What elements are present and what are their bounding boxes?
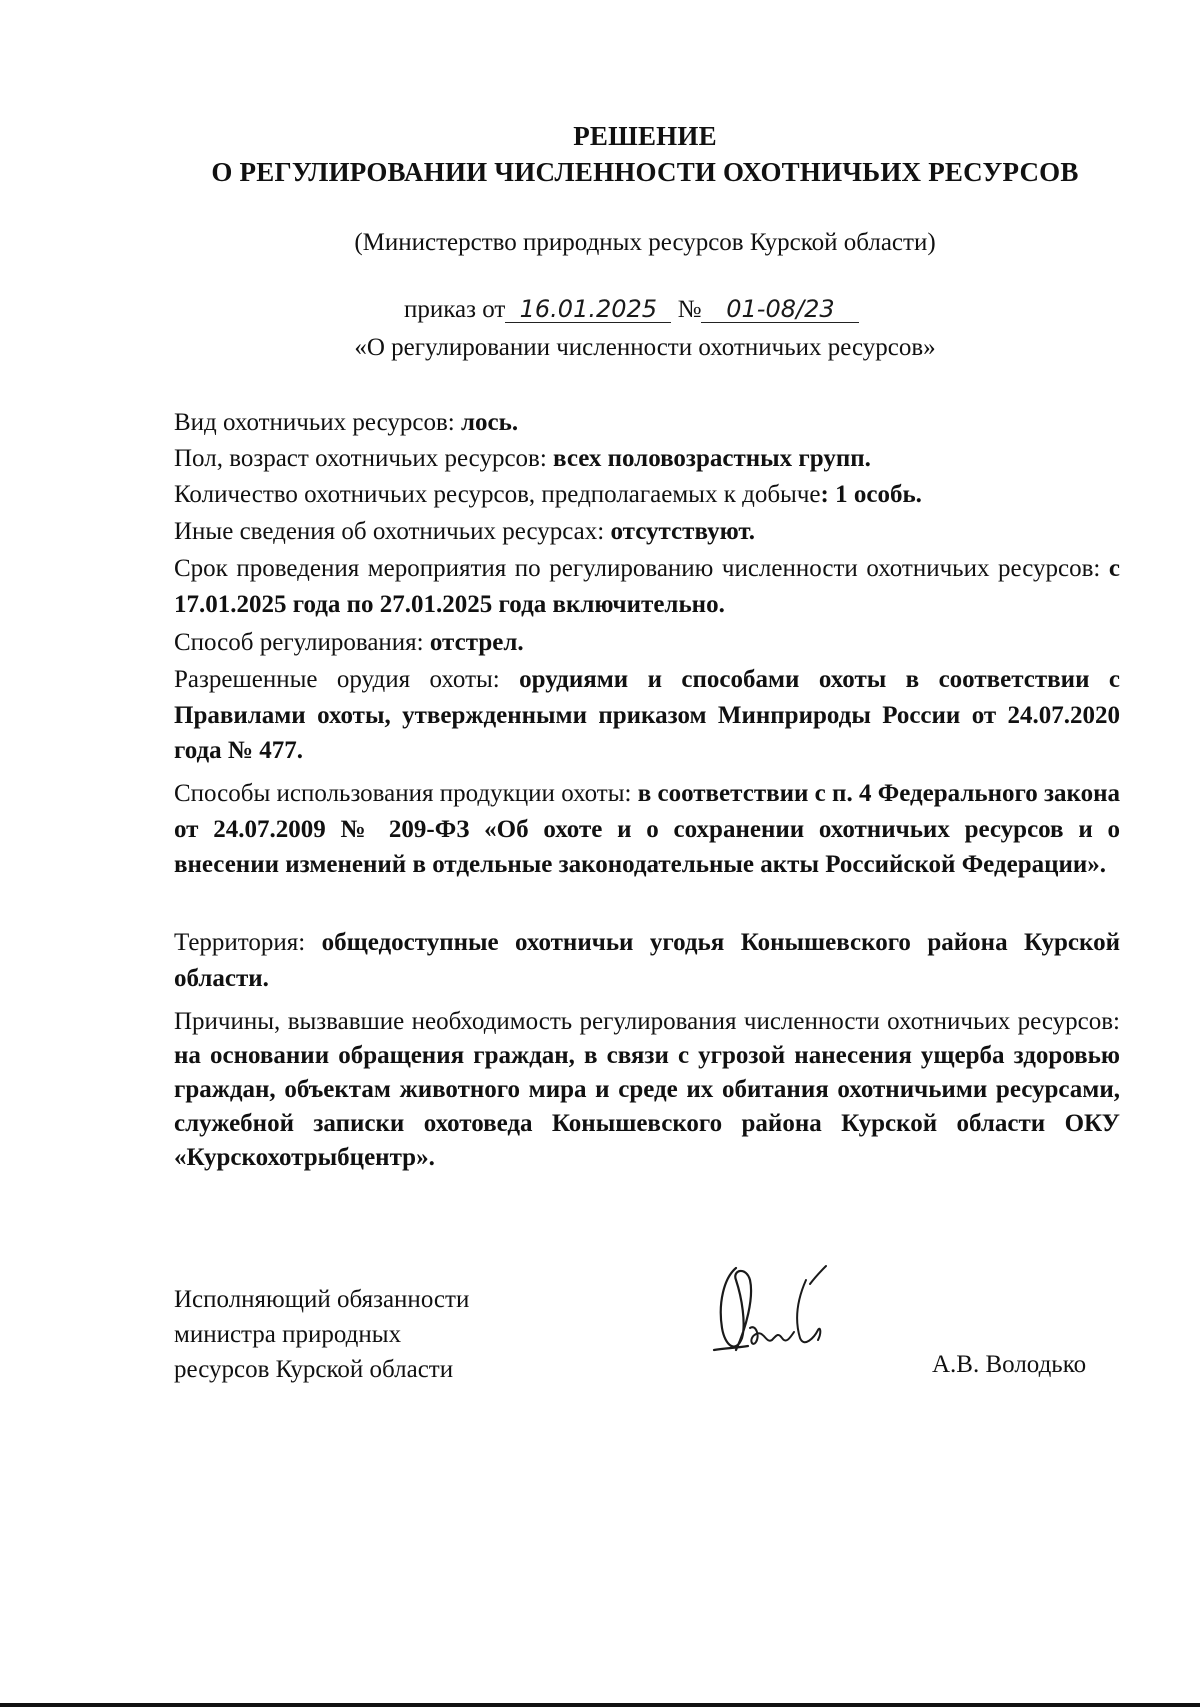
- order-number-sign: №: [677, 296, 702, 323]
- field-species: [174, 405, 1120, 441]
- field-sex-age: [174, 441, 1120, 477]
- order-prefix: приказ от: [404, 296, 506, 323]
- field-value: в соответствии с п. 4 Федерального закона от 24.07.2009 № 209-ФЗ «Об охоте и о сохранении охотничьих ресурсов и о внесении изменений в отдельные законодательные акты Российской Федерации».: [174, 780, 1120, 878]
- field-value: отсутствуют.: [610, 518, 756, 545]
- signatory-position: [174, 1282, 469, 1387]
- field-value: отстрел.: [429, 629, 524, 656]
- field-value: : 1 особь.: [820, 481, 922, 508]
- signatory-position-line: министра природных: [174, 1321, 402, 1348]
- field-method: [174, 625, 1120, 661]
- field-other-info: [174, 514, 1120, 550]
- scan-edge: [0, 1703, 1200, 1707]
- field-reasons: [174, 1005, 1120, 1175]
- field-label: Пол, возраст охотничьих ресурсов:: [174, 445, 554, 472]
- order-reference: [404, 296, 859, 324]
- field-value: на основании обращения граждан, в связи с угрозой нанесения ущерба здоровью граждан, объектам животного мира и среде их обитания охотничьими ресурсами, служебной записки охотоведа Конышевского района Курской области ОКУ «Курскохотрыбцентр».: [174, 1042, 1120, 1171]
- field-territory: [174, 925, 1120, 996]
- field-value: всех половозрастных групп.: [553, 445, 871, 472]
- signatory-position-line: ресурсов Курской области: [174, 1356, 454, 1383]
- field-label: Территория:: [174, 929, 322, 956]
- field-value: орудиями и способами охоты в соответствии с Правилами охоты, утвержденными приказом Минприроды России от 24.07.2020 года № 477.: [174, 666, 1120, 764]
- field-value: с 17.01.2025 года по 27.01.2025 года включительно.: [174, 555, 1120, 618]
- field-period: [174, 551, 1120, 622]
- order-date-handwritten: 16.01.2025: [505, 296, 671, 323]
- field-value: общедоступные охотничьи угодья Конышевского района Курской области.: [174, 929, 1120, 992]
- field-label: Количество охотничьих ресурсов, предполагаемых к добыче: [174, 481, 821, 508]
- signatory-position-line: Исполняющий обязанности: [174, 1286, 470, 1313]
- field-label: Разрешенные орудия охоты:: [174, 666, 520, 693]
- field-value: лось.: [461, 409, 519, 436]
- field-label: Причины, вызвавшие необходимость регулирования численности охотничьих ресурсов:: [174, 1008, 1120, 1035]
- signatory-name: А.В. Володько: [932, 1351, 1087, 1378]
- field-label: Иные сведения об охотничьих ресурсах:: [174, 518, 611, 545]
- order-number-handwritten: 01-08/23: [701, 296, 859, 323]
- handwritten-signature: [706, 1258, 866, 1368]
- document-subtitle: О РЕГУЛИРОВАНИИ ЧИСЛЕННОСТИ ОХОТНИЧЬИХ РЕСУРСОВ: [211, 157, 1079, 187]
- field-permitted-tools: [174, 662, 1120, 769]
- field-quantity: [174, 477, 1120, 513]
- field-label: Вид охотничьих ресурсов:: [174, 409, 461, 436]
- field-label: Способы использования продукции охоты:: [174, 780, 638, 807]
- field-label: Способ регулирования:: [174, 629, 430, 656]
- field-label: Срок проведения мероприятия по регулированию численности охотничьих ресурсов:: [174, 555, 1109, 582]
- order-title: «О регулировании численности охотничьих ресурсов»: [354, 334, 936, 361]
- document-title: РЕШЕНИЕ: [573, 121, 717, 151]
- field-product-use: [174, 776, 1120, 883]
- issuing-ministry: (Министерство природных ресурсов Курской области): [354, 229, 936, 256]
